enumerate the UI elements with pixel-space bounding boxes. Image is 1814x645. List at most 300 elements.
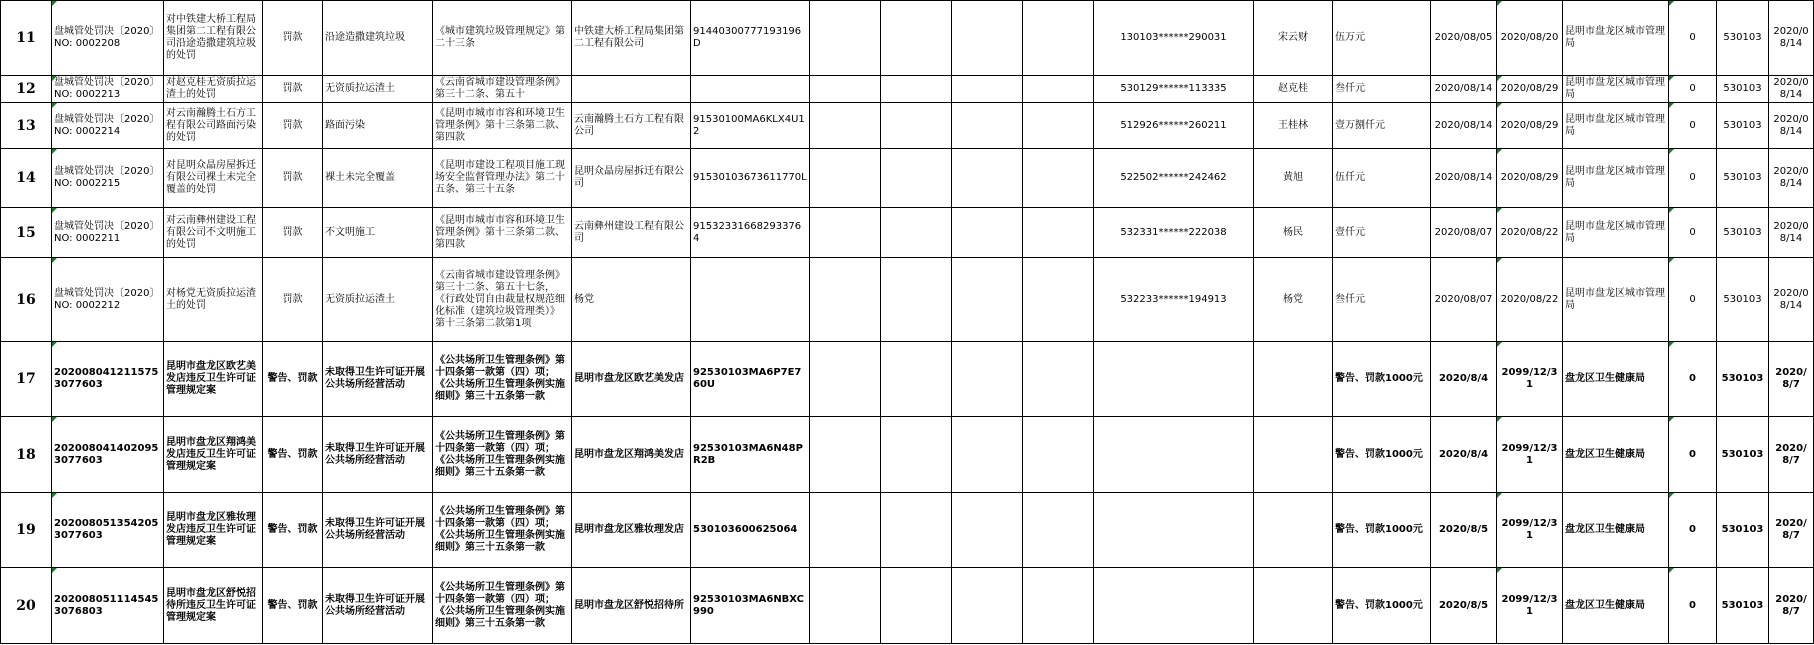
cell-representative[interactable] <box>1254 208 1333 258</box>
cell-authority[interactable] <box>1563 103 1669 149</box>
cell-violation-fact[interactable] <box>323 493 433 568</box>
cell-empty-c[interactable] <box>952 1 1023 76</box>
cell-penalty-type[interactable] <box>263 417 323 493</box>
cell-authority[interactable] <box>1563 149 1669 208</box>
cell-representative[interactable] <box>1254 568 1333 644</box>
cell-penalty-amount[interactable] <box>1333 417 1431 493</box>
cell-area-code[interactable] <box>1717 149 1769 208</box>
cell-area-code[interactable] <box>1717 103 1769 149</box>
cell-decision-number[interactable] <box>52 342 164 417</box>
comment-marker-icon <box>1497 342 1502 347</box>
cell-publish-date[interactable] <box>1769 258 1814 342</box>
cell-penalty-amount[interactable] <box>1333 208 1431 258</box>
cell-text: 2020/08/29 <box>1500 83 1559 94</box>
cell-empty-a[interactable] <box>810 493 881 568</box>
cell-empty-a[interactable] <box>810 103 881 149</box>
cell-decision-date[interactable] <box>1431 342 1497 417</box>
cell-text: 2020/8/5 <box>1438 524 1489 535</box>
cell-decision-number[interactable] <box>52 208 164 258</box>
cell-empty-b[interactable] <box>881 258 952 342</box>
cell-penalty-type[interactable] <box>263 76 323 103</box>
cell-empty-d[interactable] <box>1023 76 1094 103</box>
cell-text: 未取得卫生许可证开展公共场所经营活动 <box>325 442 425 466</box>
cell-penalty-type[interactable] <box>263 1 323 76</box>
cell-authority[interactable] <box>1563 417 1669 493</box>
cell-flag[interactable] <box>1669 149 1717 208</box>
cell-violation-fact[interactable] <box>323 103 433 149</box>
cell-penalty-type[interactable] <box>263 208 323 258</box>
cell-empty-c[interactable] <box>952 76 1023 103</box>
cell-case-name[interactable] <box>164 76 263 103</box>
comment-marker-icon <box>52 493 57 498</box>
cell-decision-date[interactable] <box>1431 76 1497 103</box>
cell-empty-a[interactable] <box>810 149 881 208</box>
cell-id-number[interactable] <box>1094 1 1254 76</box>
cell-empty-a[interactable] <box>810 258 881 342</box>
cell-empty-d[interactable] <box>1023 149 1094 208</box>
cell-flag[interactable] <box>1669 258 1717 342</box>
cell-text: 2020/08/14 <box>1773 26 1809 49</box>
cell-empty-d[interactable] <box>1023 103 1094 149</box>
cell-empty-b[interactable] <box>881 149 952 208</box>
comment-marker-icon <box>1497 149 1502 154</box>
cell-representative[interactable] <box>1254 103 1333 149</box>
cell-authority[interactable] <box>1563 568 1669 644</box>
cell-valid-until[interactable] <box>1497 208 1563 258</box>
cell-empty-d[interactable] <box>1023 208 1094 258</box>
cell-row-number[interactable] <box>1 149 52 208</box>
cell-text: 915323316682933764 <box>693 220 802 244</box>
cell-valid-until[interactable] <box>1497 149 1563 208</box>
cell-empty-a[interactable] <box>810 417 881 493</box>
cell-text: 宋云财 <box>1278 32 1308 43</box>
cell-valid-until[interactable] <box>1497 103 1563 149</box>
comment-marker-icon <box>1669 568 1674 573</box>
cell-row-number[interactable] <box>1 103 52 149</box>
cell-valid-until[interactable] <box>1497 258 1563 342</box>
comment-marker-icon <box>1497 568 1502 573</box>
cell-text: 0 <box>1689 32 1696 43</box>
cell-penalty-amount[interactable] <box>1333 103 1431 149</box>
cell-publish-date[interactable] <box>1769 417 1814 493</box>
cell-text: 王桂林 <box>1278 119 1308 131</box>
cell-empty-a[interactable] <box>810 342 881 417</box>
comment-marker-icon <box>1669 103 1674 108</box>
cell-party-name[interactable] <box>572 149 691 208</box>
cell-credit-code[interactable] <box>691 258 810 342</box>
cell-text: 530103 <box>1721 448 1764 460</box>
cell-text: 2020/8/7 <box>1775 367 1807 390</box>
cell-credit-code[interactable] <box>691 568 810 644</box>
cell-text: 2020/8/7 <box>1775 442 1807 466</box>
cell-penalty-amount[interactable] <box>1333 76 1431 103</box>
cell-representative[interactable] <box>1254 342 1333 417</box>
cell-text: 《昆明市建设工程项目施工现场安全监督管理办法》第二十五条、第三十五条 <box>435 160 565 195</box>
cell-text: 昆明市盘龙区雅妆理发店违反卫生许可证管理规定案 <box>166 512 256 547</box>
cell-text: 罚款 <box>282 293 303 305</box>
cell-case-name[interactable] <box>164 103 263 149</box>
cell-empty-b[interactable] <box>881 493 952 568</box>
cell-decision-date[interactable] <box>1431 103 1497 149</box>
cell-credit-code[interactable] <box>691 103 810 149</box>
cell-text: 盘城管处罚决〔2020〕NO: 0002213 <box>54 77 160 100</box>
cell-case-name[interactable] <box>164 258 263 342</box>
cell-text: 警告、罚款1000元 <box>1335 373 1423 384</box>
cell-valid-until[interactable] <box>1497 568 1563 644</box>
cell-empty-a[interactable] <box>810 208 881 258</box>
cell-empty-b[interactable] <box>881 417 952 493</box>
cell-valid-until[interactable] <box>1497 493 1563 568</box>
cell-text: 12 <box>16 81 36 97</box>
cell-row-number[interactable] <box>1 568 52 644</box>
cell-empty-d[interactable] <box>1023 568 1094 644</box>
cell-party-name[interactable] <box>572 568 691 644</box>
cell-text: 2020/8/7 <box>1775 518 1807 541</box>
cell-publish-date[interactable] <box>1769 149 1814 208</box>
cell-violation-fact[interactable] <box>323 417 433 493</box>
cell-decision-date[interactable] <box>1431 417 1497 493</box>
cell-empty-d[interactable] <box>1023 1 1094 76</box>
cell-text: 盘城管处罚决〔2020〕NO: 0002215 <box>54 166 160 189</box>
cell-id-number[interactable] <box>1094 568 1254 644</box>
cell-row-number[interactable] <box>1 208 52 258</box>
cell-publish-date[interactable] <box>1769 76 1814 103</box>
cell-row-number[interactable] <box>1 76 52 103</box>
cell-publish-date[interactable] <box>1769 493 1814 568</box>
cell-valid-until[interactable] <box>1497 1 1563 76</box>
cell-id-number[interactable] <box>1094 208 1254 258</box>
comment-marker-icon <box>52 568 57 573</box>
table-row <box>1 149 1814 208</box>
comment-marker-icon <box>1497 1 1502 6</box>
table-row <box>1 76 1814 103</box>
cell-text: 2099/12/31 <box>1501 518 1558 541</box>
cell-case-name[interactable] <box>164 208 263 258</box>
cell-decision-number[interactable] <box>52 149 164 208</box>
cell-case-name[interactable] <box>164 149 263 208</box>
cell-flag[interactable] <box>1669 493 1717 568</box>
cell-empty-b[interactable] <box>881 103 952 149</box>
cell-legal-basis[interactable] <box>433 76 572 103</box>
cell-case-name[interactable] <box>164 568 263 644</box>
cell-penalty-amount[interactable] <box>1333 149 1431 208</box>
cell-text: 罚款 <box>282 119 303 131</box>
cell-party-name[interactable] <box>572 208 691 258</box>
cell-id-number[interactable] <box>1094 417 1254 493</box>
cell-text: 2020/8/4 <box>1438 373 1489 384</box>
cell-text: 532233******194913 <box>1120 293 1227 305</box>
cell-credit-code[interactable] <box>691 149 810 208</box>
cell-authority[interactable] <box>1563 258 1669 342</box>
cell-legal-basis[interactable] <box>433 417 572 493</box>
cell-text: 警告、罚款 <box>267 373 318 384</box>
cell-violation-fact[interactable] <box>323 568 433 644</box>
cell-case-name[interactable] <box>164 342 263 417</box>
cell-text: 0 <box>1689 373 1696 384</box>
cell-empty-d[interactable] <box>1023 417 1094 493</box>
cell-penalty-amount[interactable] <box>1333 493 1431 568</box>
cell-authority[interactable] <box>1563 76 1669 103</box>
cell-authority[interactable] <box>1563 342 1669 417</box>
comment-marker-icon <box>1669 208 1674 213</box>
cell-area-code[interactable] <box>1717 568 1769 644</box>
cell-empty-c[interactable] <box>952 149 1023 208</box>
cell-id-number[interactable] <box>1094 149 1254 208</box>
cell-text: 《公共场所卫生管理条例》第十四条第一款第（四）项；《公共场所卫生管理条例实施细则》第三十五条第一款 <box>435 581 565 629</box>
cell-penalty-type[interactable] <box>263 342 323 417</box>
cell-empty-d[interactable] <box>1023 493 1094 568</box>
cell-text: 《公共场所卫生管理条例》第十四条第一款第（四）项；《公共场所卫生管理条例实施细则》第三十五条第一款 <box>435 506 565 553</box>
cell-text: 2020/08/22 <box>1500 293 1559 305</box>
cell-text: 91440300777193196D <box>693 26 802 49</box>
cell-violation-fact[interactable] <box>323 1 433 76</box>
comment-marker-icon <box>1497 76 1502 81</box>
cell-text: 0 <box>1689 172 1696 183</box>
cell-empty-a[interactable] <box>810 1 881 76</box>
cell-decision-number[interactable] <box>52 103 164 149</box>
cell-case-name[interactable] <box>164 1 263 76</box>
cell-id-number[interactable] <box>1094 493 1254 568</box>
cell-empty-c[interactable] <box>952 342 1023 417</box>
comment-marker-icon <box>1669 76 1674 81</box>
cell-text: 2020/08/20 <box>1500 32 1559 43</box>
cell-penalty-amount[interactable] <box>1333 568 1431 644</box>
cell-text: 《公共场所卫生管理条例》第十四条第一款第（四）项；《公共场所卫生管理条例实施细则》第三十五条第一款 <box>435 355 565 402</box>
comment-marker-icon <box>1497 208 1502 213</box>
cell-id-number[interactable] <box>1094 103 1254 149</box>
cell-empty-a[interactable] <box>810 568 881 644</box>
cell-text: 2020/08/14 <box>1773 77 1809 100</box>
cell-text: 512926******260211 <box>1120 119 1227 131</box>
cell-case-name[interactable] <box>164 493 263 568</box>
cell-text: 92530103MA6P7E760U <box>693 367 802 390</box>
cell-flag[interactable] <box>1669 103 1717 149</box>
cell-legal-basis[interactable] <box>433 342 572 417</box>
cell-id-number[interactable] <box>1094 76 1254 103</box>
cell-representative[interactable] <box>1254 1 1333 76</box>
cell-violation-fact[interactable] <box>323 258 433 342</box>
cell-area-code[interactable] <box>1717 417 1769 493</box>
cell-valid-until[interactable] <box>1497 76 1563 103</box>
cell-row-number[interactable] <box>1 417 52 493</box>
cell-text: 对杨党无资质拉运渣土的处罚 <box>166 287 256 311</box>
cell-legal-basis[interactable] <box>433 149 572 208</box>
cell-text: 警告、罚款 <box>267 448 318 460</box>
cell-party-name[interactable] <box>572 342 691 417</box>
cell-text: 530103 <box>1723 119 1762 131</box>
cell-representative[interactable] <box>1254 417 1333 493</box>
cell-credit-code[interactable] <box>691 493 810 568</box>
cell-credit-code[interactable] <box>691 342 810 417</box>
cell-flag[interactable] <box>1669 417 1717 493</box>
cell-party-name[interactable] <box>572 417 691 493</box>
cell-text: 昆明市盘龙区城市管理局 <box>1565 220 1665 244</box>
cell-id-number[interactable] <box>1094 258 1254 342</box>
cell-credit-code[interactable] <box>691 208 810 258</box>
cell-penalty-type[interactable] <box>263 568 323 644</box>
cell-publish-date[interactable] <box>1769 568 1814 644</box>
cell-penalty-amount[interactable] <box>1333 1 1431 76</box>
cell-authority[interactable] <box>1563 1 1669 76</box>
cell-text: 裸土未完全覆盖 <box>325 172 395 183</box>
cell-credit-code[interactable] <box>691 1 810 76</box>
cell-publish-date[interactable] <box>1769 342 1814 417</box>
cell-text: 2020080414020953077603 <box>54 442 159 466</box>
cell-text: 昆明市盘龙区舒悦招待所 <box>574 599 684 611</box>
cell-text: 警告、罚款 <box>267 524 318 535</box>
cell-area-code[interactable] <box>1717 208 1769 258</box>
cell-area-code[interactable] <box>1717 1 1769 76</box>
cell-violation-fact[interactable] <box>323 342 433 417</box>
cell-decision-date[interactable] <box>1431 258 1497 342</box>
cell-text: 警告、罚款 <box>267 599 318 611</box>
cell-party-name[interactable] <box>572 258 691 342</box>
comment-marker-icon <box>1497 258 1502 263</box>
cell-authority[interactable] <box>1563 493 1669 568</box>
cell-publish-date[interactable] <box>1769 103 1814 149</box>
cell-text: 91530100MA6KLX4U12 <box>693 113 805 137</box>
cell-case-name[interactable] <box>164 417 263 493</box>
cell-decision-number[interactable] <box>52 76 164 103</box>
cell-valid-until[interactable] <box>1497 342 1563 417</box>
cell-empty-b[interactable] <box>881 76 952 103</box>
cell-party-name[interactable] <box>572 76 691 103</box>
cell-empty-c[interactable] <box>952 493 1023 568</box>
cell-text: 530103600625064 <box>693 524 798 535</box>
cell-empty-c[interactable] <box>952 258 1023 342</box>
cell-text: 2020/08/29 <box>1500 172 1559 183</box>
cell-violation-fact[interactable] <box>323 208 433 258</box>
cell-row-number[interactable] <box>1 493 52 568</box>
cell-empty-b[interactable] <box>881 342 952 417</box>
cell-legal-basis[interactable] <box>433 1 572 76</box>
cell-legal-basis[interactable] <box>433 208 572 258</box>
cell-flag[interactable] <box>1669 1 1717 76</box>
cell-text: 昆明市盘龙区城市管理局 <box>1565 113 1665 137</box>
cell-empty-a[interactable] <box>810 76 881 103</box>
cell-credit-code[interactable] <box>691 76 810 103</box>
cell-text: 2099/12/31 <box>1501 367 1558 390</box>
cell-decision-date[interactable] <box>1431 208 1497 258</box>
cell-representative[interactable] <box>1254 493 1333 568</box>
cell-text: 2099/12/31 <box>1501 442 1558 466</box>
cell-legal-basis[interactable] <box>433 258 572 342</box>
cell-row-number[interactable] <box>1 342 52 417</box>
cell-decision-number[interactable] <box>52 417 164 493</box>
cell-text: 沿途造撒建筑垃圾 <box>325 32 405 43</box>
cell-text: 14 <box>16 170 36 186</box>
cell-text: 15 <box>16 224 36 241</box>
cell-decision-number[interactable] <box>52 568 164 644</box>
cell-id-number[interactable] <box>1094 342 1254 417</box>
cell-text: 530103 <box>1721 599 1764 611</box>
cell-flag[interactable] <box>1669 342 1717 417</box>
cell-text: 昆明众晶房屋拆迁有限公司 <box>574 166 684 189</box>
cell-text: 盘龙区卫生健康局 <box>1565 373 1645 384</box>
cell-text: 盘城管处罚决〔2020〕NO: 0002211 <box>54 220 160 244</box>
cell-penalty-type[interactable] <box>263 493 323 568</box>
cell-representative[interactable] <box>1254 76 1333 103</box>
cell-text: 19 <box>16 522 36 538</box>
cell-flag[interactable] <box>1669 76 1717 103</box>
cell-flag[interactable] <box>1669 208 1717 258</box>
cell-flag[interactable] <box>1669 568 1717 644</box>
cell-empty-d[interactable] <box>1023 258 1094 342</box>
cell-area-code[interactable] <box>1717 76 1769 103</box>
cell-empty-c[interactable] <box>952 208 1023 258</box>
cell-empty-b[interactable] <box>881 1 952 76</box>
cell-empty-d[interactable] <box>1023 342 1094 417</box>
cell-decision-number[interactable] <box>52 258 164 342</box>
cell-text: 530103 <box>1721 373 1764 384</box>
cell-credit-code[interactable] <box>691 417 810 493</box>
cell-decision-number[interactable] <box>52 493 164 568</box>
cell-text: 522502******242462 <box>1120 172 1227 183</box>
cell-text: 云南彝州建设工程有限公司 <box>574 220 684 244</box>
cell-area-code[interactable] <box>1717 258 1769 342</box>
cell-empty-c[interactable] <box>952 417 1023 493</box>
cell-text: 杨党 <box>1283 293 1303 305</box>
cell-penalty-type[interactable] <box>263 258 323 342</box>
cell-valid-until[interactable] <box>1497 417 1563 493</box>
cell-legal-basis[interactable] <box>433 493 572 568</box>
comment-marker-icon <box>52 208 57 213</box>
cell-representative[interactable] <box>1254 149 1333 208</box>
comment-marker-icon <box>52 417 57 422</box>
cell-publish-date[interactable] <box>1769 1 1814 76</box>
cell-row-number[interactable] <box>1 258 52 342</box>
cell-text: 2020/08/05 <box>1434 32 1493 43</box>
cell-empty-c[interactable] <box>952 103 1023 149</box>
comment-marker-icon <box>1497 493 1502 498</box>
cell-decision-date[interactable] <box>1431 493 1497 568</box>
cell-row-number[interactable] <box>1 1 52 76</box>
cell-legal-basis[interactable] <box>433 103 572 149</box>
cell-penalty-type[interactable] <box>263 149 323 208</box>
cell-empty-b[interactable] <box>881 568 952 644</box>
cell-text: 昆明市盘龙区翔鸿美发店违反卫生许可证管理规定案 <box>166 436 256 472</box>
cell-representative[interactable] <box>1254 258 1333 342</box>
cell-violation-fact[interactable] <box>323 149 433 208</box>
cell-decision-date[interactable] <box>1431 568 1497 644</box>
cell-authority[interactable] <box>1563 208 1669 258</box>
cell-decision-number[interactable] <box>52 1 164 76</box>
cell-party-name[interactable] <box>572 493 691 568</box>
cell-area-code[interactable] <box>1717 342 1769 417</box>
cell-violation-fact[interactable] <box>323 76 433 103</box>
cell-penalty-amount[interactable] <box>1333 342 1431 417</box>
cell-text: 对昆明众晶房屋拆迁有限公司裸土未完全覆盖的处罚 <box>166 160 256 195</box>
cell-legal-basis[interactable] <box>433 568 572 644</box>
cell-text: 0 <box>1689 599 1696 611</box>
cell-decision-date[interactable] <box>1431 1 1497 76</box>
cell-decision-date[interactable] <box>1431 149 1497 208</box>
cell-publish-date[interactable] <box>1769 208 1814 258</box>
cell-empty-c[interactable] <box>952 568 1023 644</box>
comment-marker-icon <box>52 342 57 347</box>
cell-party-name[interactable] <box>572 103 691 149</box>
cell-text: 532331******222038 <box>1120 226 1227 238</box>
cell-text: 2020/08/14 <box>1773 287 1809 311</box>
cell-penalty-amount[interactable] <box>1333 258 1431 342</box>
cell-empty-b[interactable] <box>881 208 952 258</box>
cell-text: 盘城管处罚决〔2020〕NO: 0002208 <box>54 26 160 49</box>
cell-party-name[interactable] <box>572 1 691 76</box>
cell-text: 0 <box>1689 119 1696 131</box>
cell-area-code[interactable] <box>1717 493 1769 568</box>
cell-penalty-type[interactable] <box>263 103 323 149</box>
comment-marker-icon <box>1497 417 1502 422</box>
